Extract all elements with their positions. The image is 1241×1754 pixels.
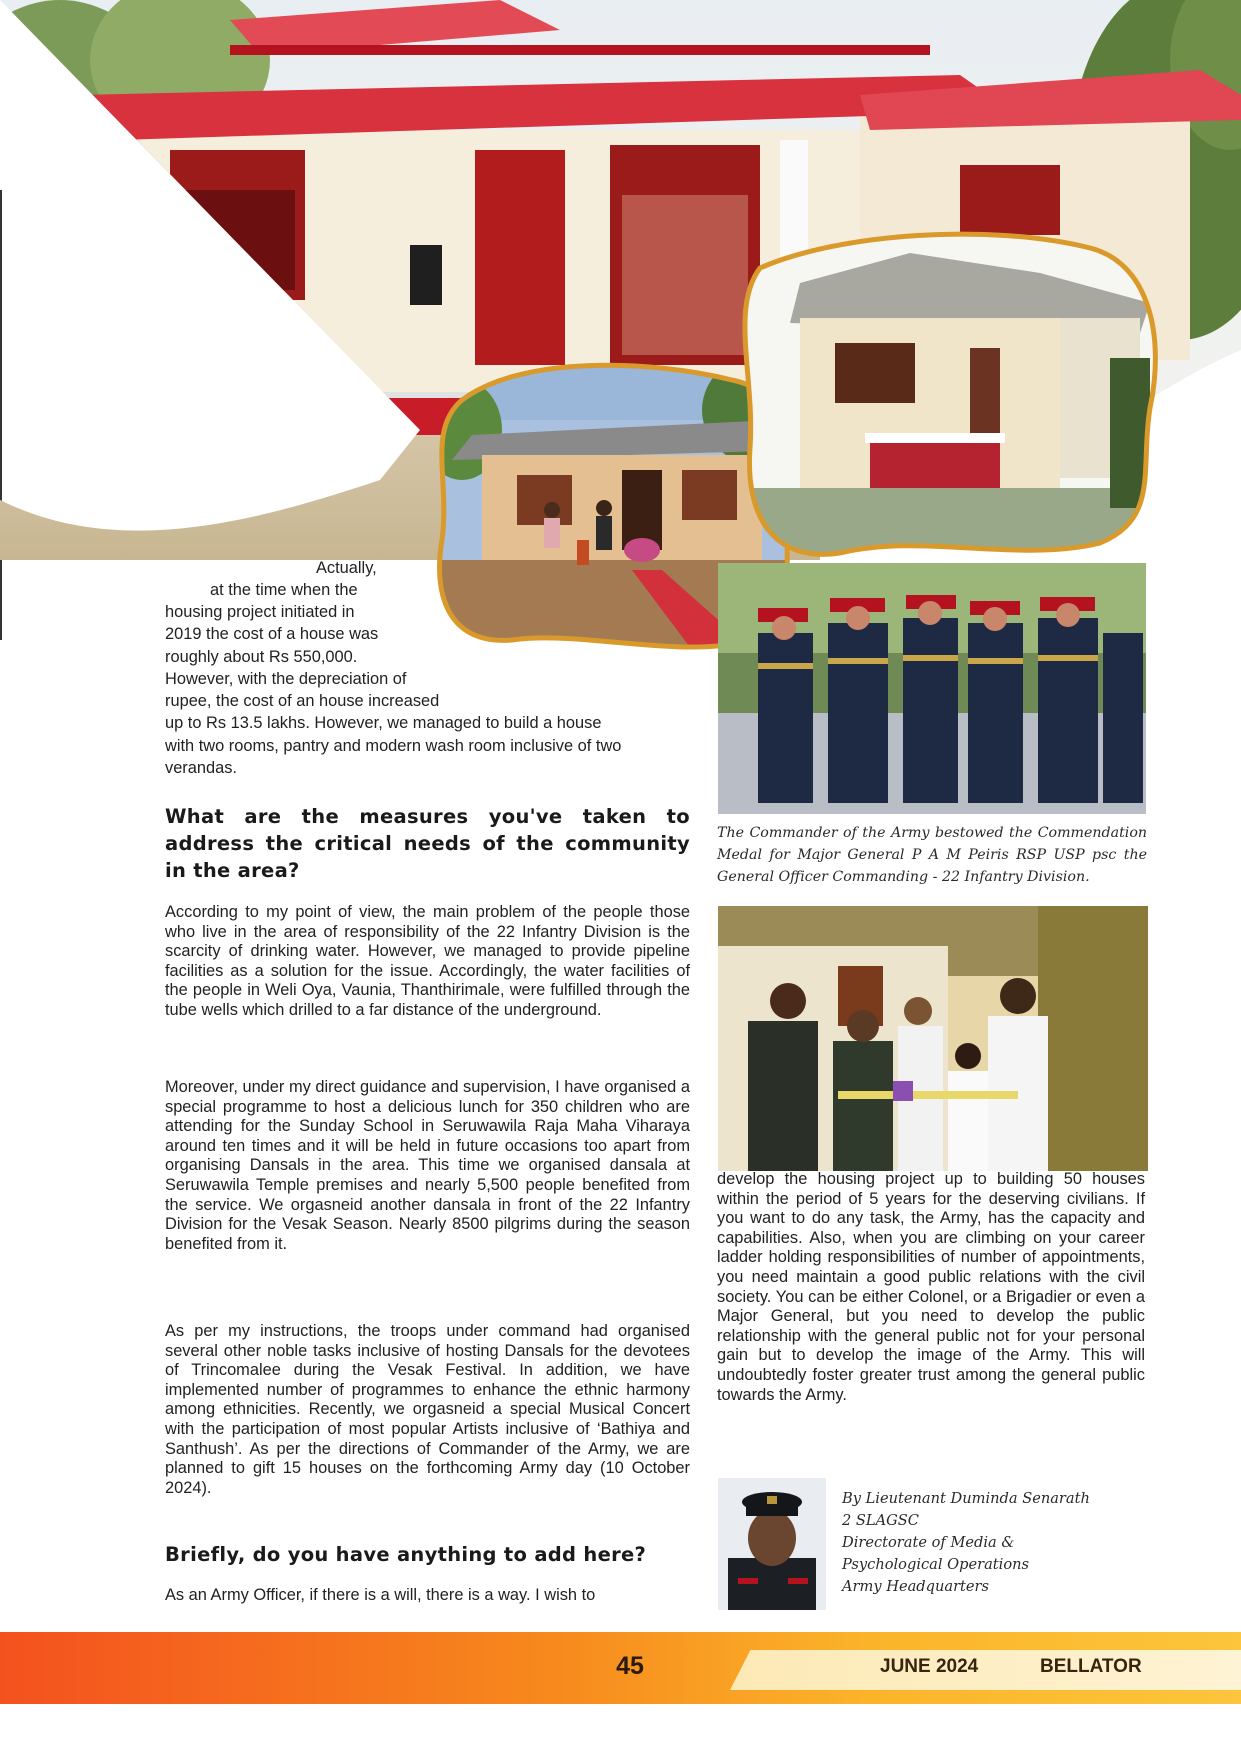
byline-line-3: Directorate of Media & [842, 1534, 1015, 1551]
intro-line-4: 2019 the cost of a house was [165, 625, 379, 643]
intro-line-9: with two rooms, pantry and modern wash room inclusive of two [165, 737, 622, 755]
intro-line-8: up to Rs 13.5 lakhs. However, we managed to build a house [165, 714, 602, 732]
answer-paragraph-water: According to my point of view, the main problem of the people those who live in the area of responsibility of the 22 Infantry Division is the scarcity of drinking water. However, we managed to provide pipeline facilities as a solution for the issue. Accordingly, the water facilities of the people in Weli Oya, Vaunia, Thanthirimale, were fulfilled through the tube wells which drilled to a far distance of the underground. [165, 903, 690, 1019]
intro-line-10: verandas. [165, 759, 237, 777]
answer-paragraph-programmes: As per my instructions, the troops under command had organised several other noble tasks inclusive of hosting Dansals for the devotees of Trincomalee during the Vesak Festival. In addition, we have implemented number of programmes to enhance the ethnic harmony among ethnicities. Recently, we orgasneid a special Musical Concert with the participation of most popular Artists inclusive of ‘Bathiya and Santhush’. As per the directions of Commander of the Army, we are planned to gift 15 houses on the forthcoming Army day (10 October 2024). [165, 1322, 690, 1497]
intro-line-7: rupee, the cost of an house increased [165, 692, 440, 710]
question-anything-to-add: Briefly, do you have anything to add here? [165, 1543, 647, 1566]
photo-house-handover [718, 906, 1148, 1171]
intro-line-5: roughly about Rs 550,000. [165, 648, 358, 666]
byline-line-4: Psychological Operations [842, 1556, 1029, 1573]
byline-line-2: 2 SLAGSC [842, 1512, 919, 1529]
medal-photo-caption: The Commander of the Army bestowed the Commendation Medal for Major General P A M Peiris RSP USP psc the General Officer Commanding - 22 Infantry Division. [717, 825, 1147, 885]
photo-medal-ceremony [718, 563, 1146, 814]
byline-line-5: Army Headquarters [842, 1578, 990, 1595]
intro-line-6: However, with the depreciation of [165, 670, 407, 688]
footer-highlight [730, 1650, 1241, 1690]
answer-2-start: As an Army Officer, if there is a will, there is a way. I wish to [165, 1586, 596, 1604]
author-portrait [718, 1478, 826, 1610]
page-number: 45 [616, 1652, 644, 1680]
inset-photo-ceremony-house [740, 228, 1160, 558]
intro-line-3: housing project initiated in [165, 603, 355, 621]
magazine-name: BELLATOR [1040, 1656, 1142, 1677]
answer-2-continued: develop the housing project up to building 50 houses within the period of 5 years for the deserving civilians. If you want to do any task, the Army, has the capacity and capabilities. Also, when you are climbing on your career ladder holding responsibilities of number of appointments, you need maintain a good public relations with the civil society. You can be either Colonel, or a Brigadier or even a Major General, but you need to develop the public relationship with the general public not for your personal gain but to develop the image of the Army. This will undoubtedly foster greater trust among the general public towards the Army. [717, 1170, 1145, 1404]
question-community-needs: What are the measures you've taken to address the critical needs of the community in the area? [165, 805, 690, 882]
byline-line-1: By Lieutenant Duminda Senarath [842, 1490, 1090, 1507]
intro-line-1: Actually, [316, 559, 377, 577]
issue-date: JUNE 2024 [880, 1656, 979, 1677]
intro-line-2: at the time when the [210, 581, 358, 599]
answer-paragraph-dansala: Moreover, under my direct guidance and supervision, I have organised a special programme to host a delicious lunch for 350 children who are attending for the Sunday School in Seruwawila Raja Maha Viharaya around ten times and it will be held in future occasions too apart from organising Dansals in the area. This time we organised dansala at Seruwawila Temple premises and nearly 5,500 people benefited from the service. We orgasneid another dansala in front of the 22 Infantry Division for the Vesak Season. Nearly 8500 pilgrims during the season benefited from it. [165, 1078, 690, 1253]
